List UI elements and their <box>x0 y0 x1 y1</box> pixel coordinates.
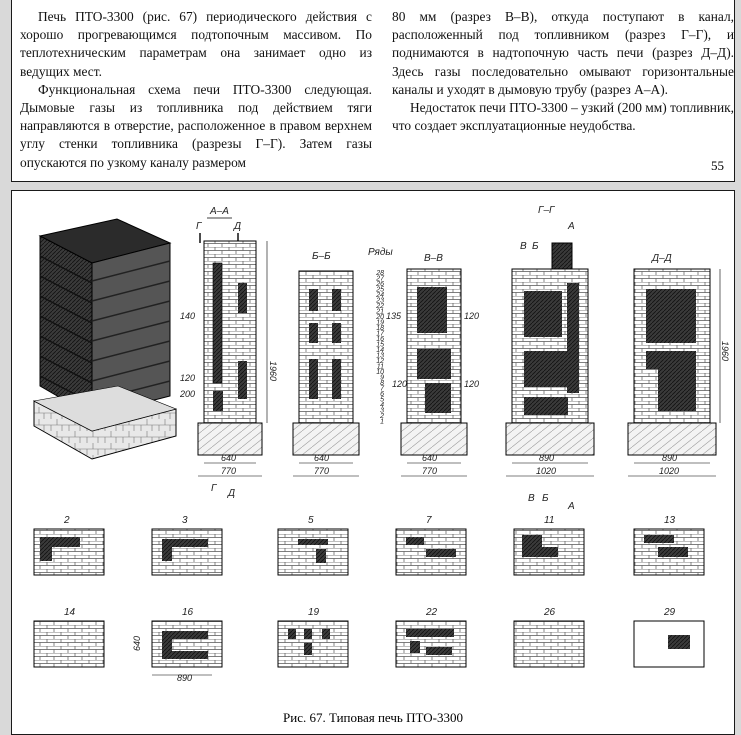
row-number: 4 <box>380 402 384 409</box>
plan-channel <box>426 549 456 557</box>
oven-drawing <box>12 191 734 706</box>
section-d-d <box>628 253 730 476</box>
paragraph: Недостаток печи ПТО-3300 – узкий (200 мм) топливник, что создает эксплуатационные неудобства. <box>392 100 734 134</box>
page-number: 55 <box>711 158 724 173</box>
row-number: 7 <box>380 385 384 393</box>
row-number: 5 <box>380 396 384 404</box>
paragraph: 80 мм (разрез В–В), откуда поступают в канал, расположенный под топливником (разрез Г–Г), и поднимаются в надтопочную часть печи (разрез Д–Д). Здесь газы последовательно омывают горизонтальные каналы и уходят в дымовую трубу (разрез А–А). <box>392 9 734 97</box>
row-number: 20 <box>376 314 384 321</box>
row-number: 15 <box>376 341 384 349</box>
plan-channel <box>426 647 452 655</box>
dim-label: 640 <box>314 453 330 463</box>
dim-label: 140 <box>180 311 196 321</box>
dim-label: 1960 <box>720 341 730 362</box>
row-number: 22 <box>376 303 384 310</box>
plan-dim-label: 640 <box>132 635 142 651</box>
cut-mark: Г <box>196 221 202 232</box>
plan-channel <box>304 643 312 655</box>
section-a-a <box>179 206 278 499</box>
plan-row-label: 14 <box>64 607 76 618</box>
text-column-left <box>20 8 372 172</box>
plan-channel <box>40 537 80 547</box>
plan-channel <box>288 629 296 639</box>
row-number: 14 <box>376 347 384 354</box>
plan-row-label: 5 <box>308 515 314 526</box>
plan-outline <box>34 621 104 667</box>
plan-channel <box>406 537 424 545</box>
row-number: 1 <box>380 418 384 426</box>
plan-outline <box>278 529 348 575</box>
figure-caption: Рис. 67. Типовая печь ПТО-3300 <box>283 710 463 725</box>
dim-label: 770 <box>314 466 330 476</box>
plan-row-label: 16 <box>182 607 194 618</box>
plan-channel <box>644 535 674 543</box>
row-number: 25 <box>376 286 384 294</box>
dim-label: 640 <box>221 453 237 463</box>
cut-mark: В <box>520 241 527 252</box>
plan-row-label: 3 <box>182 515 188 526</box>
plan-outline <box>396 621 466 667</box>
row-number: 2 <box>380 413 384 420</box>
plan-outline <box>278 621 348 667</box>
rows-title: Ряды <box>368 247 393 258</box>
row-number: 6 <box>380 391 384 398</box>
plan-channel <box>298 539 328 545</box>
dim-label: 120 <box>464 311 480 321</box>
section-v-v <box>386 253 479 476</box>
row-number: 16 <box>376 336 384 343</box>
row-number: 23 <box>376 297 384 305</box>
plan-row-label: 2 <box>64 515 70 526</box>
plan-channel <box>316 549 326 563</box>
dim-label: 770 <box>422 466 438 476</box>
section-v-v-title: В–В <box>424 253 443 264</box>
section-d-d-title: Д–Д <box>652 253 672 264</box>
paragraph: Функциональная схема печи ПТО-3300 следующая. Дымовые газы из топливника под действием тяги направляются в отверстие, расположенное в правом верхнем углу стенки топливника (разрезы Г–Г). Затем газы опускаются по узкому каналу размером <box>20 81 372 170</box>
plan-channel <box>410 641 420 653</box>
row-number: 21 <box>376 308 384 316</box>
row-number: 10 <box>376 369 384 376</box>
row-number: 27 <box>376 275 384 283</box>
plan-row-label: 22 <box>426 607 438 618</box>
row-number: 11 <box>376 363 384 371</box>
plan-dim-label: 890 <box>177 673 193 683</box>
plan-channel <box>322 629 330 639</box>
plan-channel <box>162 539 208 547</box>
plan-row-label: 7 <box>426 515 432 526</box>
plan-channel <box>406 629 454 637</box>
cut-mark: Б <box>532 241 539 252</box>
plan-channel <box>522 535 542 547</box>
cut-mark: Г <box>211 483 217 494</box>
section-a-a-title: А–А <box>210 206 229 217</box>
plan-channel <box>658 547 688 557</box>
plan-outline <box>514 621 584 667</box>
plan-channel <box>522 547 558 557</box>
row-number: 8 <box>380 380 384 387</box>
dim-label: 890 <box>539 453 555 463</box>
section-g-g-title: Г–Г <box>538 205 555 216</box>
plan-row-label: 26 <box>544 607 556 618</box>
row-number: 28 <box>376 270 384 277</box>
dim-label: 200 <box>180 389 196 399</box>
dim-label: 770 <box>221 466 237 476</box>
plan-row-label: 11 <box>544 515 555 526</box>
cut-mark: А <box>568 501 575 512</box>
plan-channel <box>668 635 690 649</box>
cut-mark: Д <box>228 488 236 499</box>
text-column-right <box>392 8 734 135</box>
plan-channel <box>162 547 172 561</box>
text-page <box>11 0 735 182</box>
dim-label: 135 <box>386 311 402 321</box>
cut-mark: Д <box>234 221 242 232</box>
plan-channel <box>40 547 52 561</box>
dim-label: 120 <box>180 373 196 383</box>
row-labels <box>375 270 385 426</box>
row-number: 13 <box>376 352 384 360</box>
oven-3d-view <box>34 219 176 459</box>
cut-mark: В <box>528 493 535 504</box>
dim-label: 120 <box>392 379 408 389</box>
dim-label: 1020 <box>659 466 680 476</box>
row-number: 3 <box>380 407 384 415</box>
row-numbers <box>368 247 393 426</box>
section-b-b <box>293 251 359 476</box>
plan-row-label: 29 <box>664 607 676 618</box>
row-number: 12 <box>376 358 384 365</box>
row-number: 17 <box>376 330 384 338</box>
cut-mark: Б <box>542 493 549 504</box>
row-number: 19 <box>376 319 384 327</box>
dim-label: 120 <box>464 379 480 389</box>
row-number: 26 <box>376 281 384 288</box>
cut-mark: А <box>568 221 575 232</box>
paragraph: Печь ПТО-3300 (рис. 67) периодического действия с хорошо прогревающимся подтопочным массивом. По теплотехническим параметрам она занимает одно из ведущих мест. <box>20 9 372 79</box>
plan-row-label: 19 <box>308 607 320 618</box>
plan-channel <box>304 629 312 639</box>
dim-label: 890 <box>662 453 678 463</box>
figure-panel <box>11 190 735 735</box>
plan-row-label: 13 <box>664 515 676 526</box>
row-number: 9 <box>380 374 384 382</box>
row-plans-top <box>34 515 704 575</box>
row-number: 24 <box>376 292 384 299</box>
plan-channel <box>162 651 208 659</box>
section-g-g <box>506 205 594 512</box>
dim-label: 640 <box>422 453 438 463</box>
dim-label: 1960 <box>268 361 278 382</box>
section-b-b-title: Б–Б <box>312 251 331 262</box>
dim-label: 1020 <box>536 466 557 476</box>
row-number: 18 <box>376 325 384 332</box>
plan-channel <box>162 631 208 639</box>
